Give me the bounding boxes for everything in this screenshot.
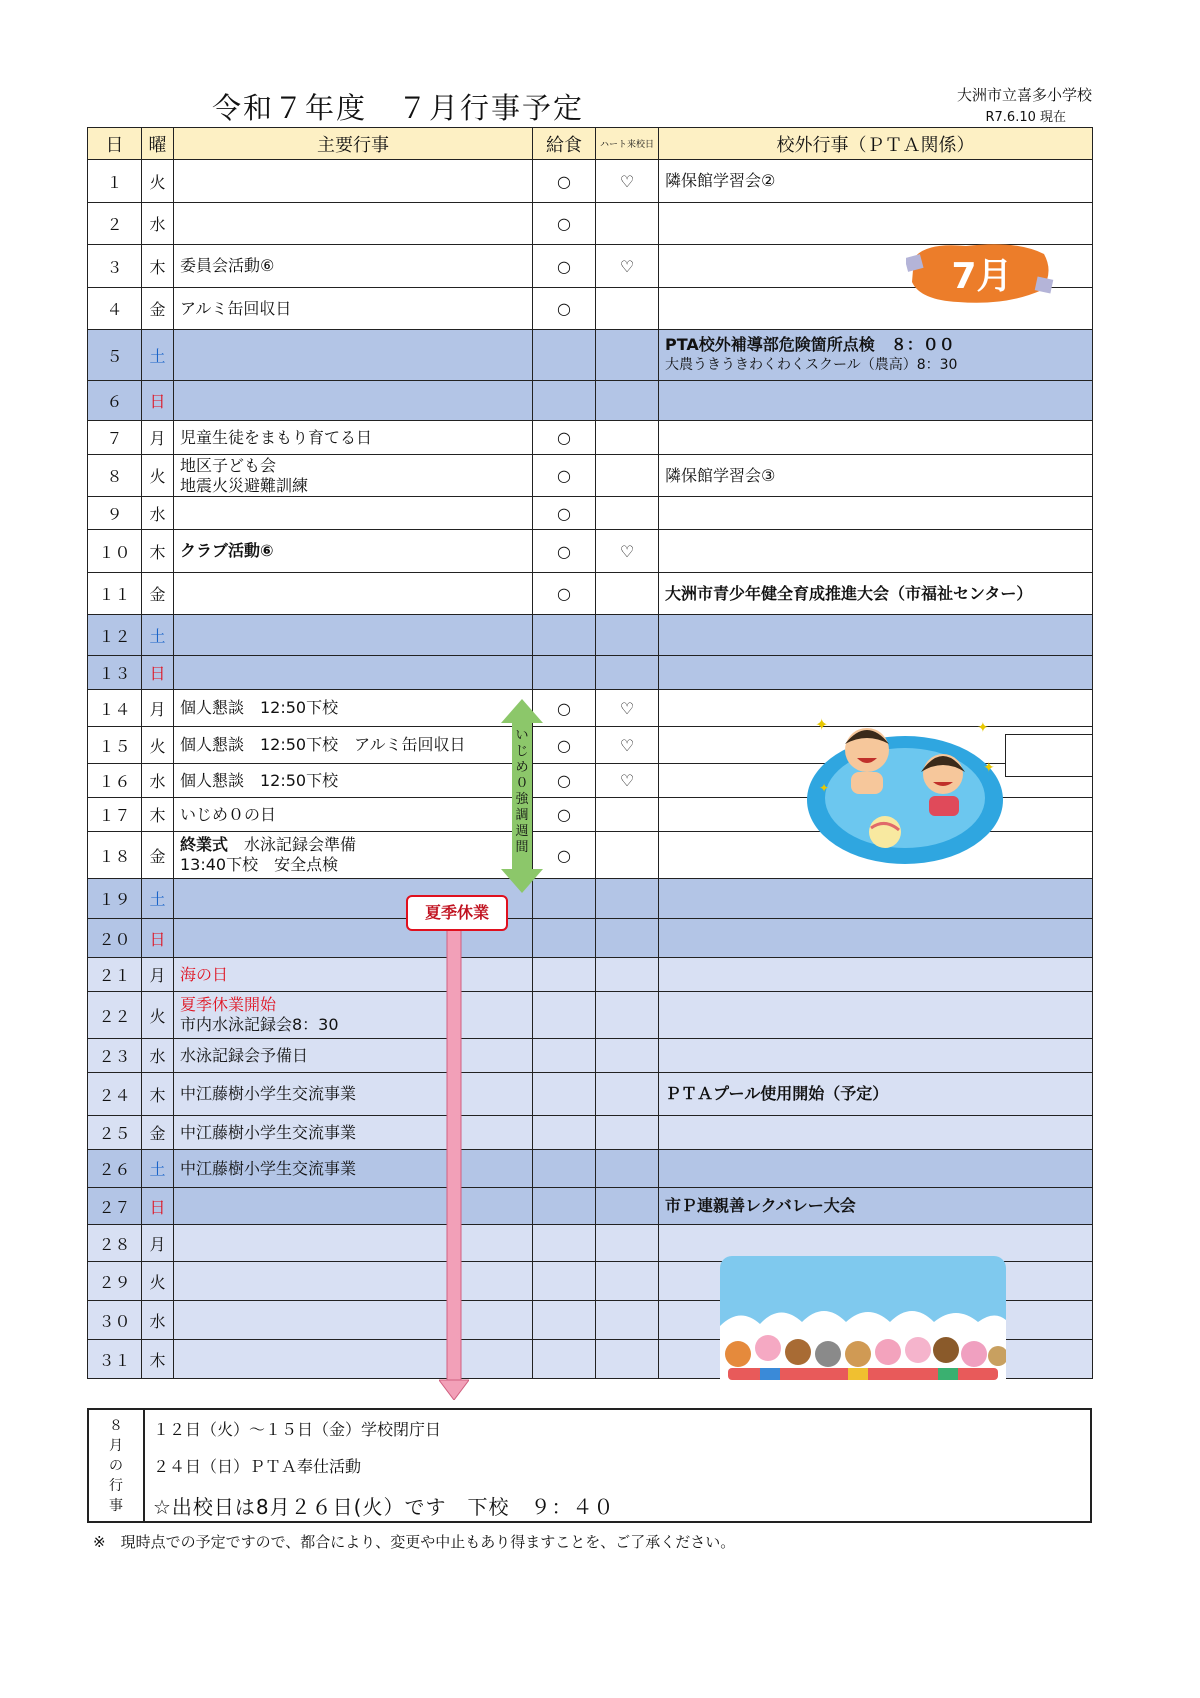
weekday-cell: 土 bbox=[142, 615, 174, 656]
page-title: 令和７年度 ７月行事予定 bbox=[212, 91, 585, 125]
main-event-cell bbox=[174, 1340, 533, 1379]
closing-ceremony-text: 終業式 bbox=[180, 835, 229, 854]
heart-visit-cell bbox=[596, 203, 659, 245]
heart-visit-cell bbox=[596, 1116, 659, 1150]
main-event-text: 個人懇談 12:50下校 bbox=[180, 770, 339, 790]
weekday-cell: 金 bbox=[142, 573, 174, 615]
main-event-cell bbox=[174, 497, 533, 530]
day-cell: １１ bbox=[88, 573, 142, 615]
main-event-cell bbox=[174, 656, 533, 690]
heart-visit-cell: ♡ bbox=[596, 690, 659, 727]
heart-visit-cell: ♡ bbox=[596, 727, 659, 764]
external-event-cell bbox=[659, 160, 1093, 203]
lunch-cell bbox=[533, 330, 596, 381]
col-weekday: 曜 bbox=[142, 128, 174, 160]
lunch-cell: ○ bbox=[533, 421, 596, 455]
weekday-cell: 月 bbox=[142, 958, 174, 992]
main-event-cell bbox=[174, 832, 533, 879]
table-row bbox=[88, 497, 1093, 530]
august-events-box bbox=[87, 1408, 1092, 1523]
day-cell: ４ bbox=[88, 288, 142, 330]
day-cell: １６ bbox=[88, 764, 142, 798]
main-event-cell bbox=[174, 992, 533, 1039]
day-cell: １３ bbox=[88, 656, 142, 690]
heart-visit-cell bbox=[596, 497, 659, 530]
heart-visit-cell bbox=[596, 992, 659, 1039]
weekday-cell: 木 bbox=[142, 530, 174, 573]
blank-box bbox=[1005, 734, 1093, 777]
heart-visit-cell bbox=[596, 381, 659, 421]
lunch-cell bbox=[533, 1073, 596, 1116]
heart-visit-cell bbox=[596, 455, 659, 497]
weekday-cell: 火 bbox=[142, 992, 174, 1039]
day-cell: ２７ bbox=[88, 1188, 142, 1225]
lunch-cell bbox=[533, 1301, 596, 1340]
main-event-cell bbox=[174, 203, 533, 245]
day-cell: １０ bbox=[88, 530, 142, 573]
weekday-cell: 金 bbox=[142, 832, 174, 879]
external-event-cell bbox=[659, 1039, 1093, 1073]
external-event-cell bbox=[659, 455, 1093, 497]
main-event-cell bbox=[174, 1039, 533, 1073]
main-event-cell bbox=[174, 330, 533, 381]
august-label: ８ 月 の 行 事 bbox=[88, 1409, 144, 1522]
main-event-cell bbox=[174, 530, 533, 573]
day-cell: ８ bbox=[88, 455, 142, 497]
lunch-cell bbox=[533, 1262, 596, 1301]
svg-text:✦: ✦ bbox=[977, 720, 989, 736]
table-row bbox=[88, 1150, 1093, 1188]
main-event-text: 海の日 bbox=[180, 964, 229, 984]
main-event-text: 水泳記録会予備日 bbox=[180, 1045, 309, 1065]
main-event-cell bbox=[174, 245, 533, 288]
weekday-cell: 土 bbox=[142, 1150, 174, 1188]
main-event-text: 中江藤樹小学生交流事業 bbox=[180, 1084, 357, 1103]
weekday-cell: 月 bbox=[142, 421, 174, 455]
weekday-cell: 土 bbox=[142, 330, 174, 381]
heart-visit-cell bbox=[596, 1188, 659, 1225]
weekday-cell: 火 bbox=[142, 727, 174, 764]
main-event-text: 地震火災避難訓練 bbox=[180, 475, 309, 495]
lunch-cell: ○ bbox=[533, 497, 596, 530]
weekday-cell: 月 bbox=[142, 1225, 174, 1262]
weekday-cell: 日 bbox=[142, 919, 174, 958]
day-cell: ２ bbox=[88, 203, 142, 245]
school-name: 大洲市立喜多小学校 bbox=[956, 86, 1092, 104]
lunch-cell: ○ bbox=[533, 288, 596, 330]
table-row bbox=[88, 958, 1093, 992]
external-event-cell bbox=[659, 919, 1093, 958]
heart-visit-cell bbox=[596, 832, 659, 879]
lunch-cell: ○ bbox=[533, 455, 596, 497]
table-row bbox=[88, 1073, 1093, 1116]
external-event-cell bbox=[659, 497, 1093, 530]
col-external: 校外行事（ＰＴＡ関係） bbox=[659, 128, 1093, 160]
day-cell: ２１ bbox=[88, 958, 142, 992]
day-cell: １８ bbox=[88, 832, 142, 879]
main-event-text: 委員会活動⑥ bbox=[180, 256, 275, 275]
main-event-cell bbox=[174, 764, 533, 798]
main-event-text: 夏季休業開始 bbox=[180, 995, 277, 1014]
bullying-week-label: いじめ０強調週間 bbox=[515, 728, 529, 855]
lunch-cell: ○ bbox=[533, 530, 596, 573]
lunch-cell bbox=[533, 1039, 596, 1073]
lunch-cell bbox=[533, 1116, 596, 1150]
table-row bbox=[88, 1116, 1093, 1150]
lunch-cell: ○ bbox=[533, 245, 596, 288]
main-event-cell bbox=[174, 288, 533, 330]
lunch-cell: ○ bbox=[533, 690, 596, 727]
table-row bbox=[88, 1039, 1093, 1073]
heart-visit-cell bbox=[596, 1262, 659, 1301]
main-event-text: 13:40下校 安全点検 bbox=[180, 855, 339, 874]
external-event-cell bbox=[659, 879, 1093, 919]
lunch-cell bbox=[533, 992, 596, 1039]
weekday-cell: 水 bbox=[142, 1039, 174, 1073]
weekday-cell: 金 bbox=[142, 288, 174, 330]
day-cell: ２２ bbox=[88, 992, 142, 1039]
weekday-cell: 火 bbox=[142, 160, 174, 203]
col-lunch: 給食 bbox=[533, 128, 596, 160]
main-event-cell bbox=[174, 1116, 533, 1150]
day-cell: ２４ bbox=[88, 1073, 142, 1116]
heart-visit-cell bbox=[596, 1150, 659, 1188]
external-event-text: 市Ｐ連親善レクバレー大会 bbox=[665, 1196, 856, 1215]
weekday-cell: 日 bbox=[142, 656, 174, 690]
heart-visit-cell bbox=[596, 1340, 659, 1379]
svg-text:✦: ✦ bbox=[815, 715, 829, 734]
col-heart: ハート来校日 bbox=[596, 128, 659, 160]
main-event-text: 市内水泳記録会8：30 bbox=[180, 1015, 339, 1034]
day-cell: ９ bbox=[88, 497, 142, 530]
heart-visit-cell bbox=[596, 421, 659, 455]
main-event-cell bbox=[174, 1301, 533, 1340]
day-cell: １７ bbox=[88, 798, 142, 832]
day-cell: １２ bbox=[88, 615, 142, 656]
main-event-cell bbox=[174, 421, 533, 455]
main-event-cell bbox=[174, 1073, 533, 1116]
day-cell: １４ bbox=[88, 690, 142, 727]
table-row bbox=[88, 455, 1093, 497]
main-event-cell bbox=[174, 1150, 533, 1188]
lunch-cell bbox=[533, 615, 596, 656]
heart-visit-cell bbox=[596, 656, 659, 690]
main-event-text: 中江藤樹小学生交流事業 bbox=[180, 1122, 357, 1142]
lunch-cell bbox=[533, 381, 596, 421]
day-cell: ２８ bbox=[88, 1225, 142, 1262]
table-row bbox=[88, 381, 1093, 421]
weekday-cell: 日 bbox=[142, 381, 174, 421]
main-event-text: 児童生徒をまもり育てる日 bbox=[180, 427, 373, 447]
lunch-cell: ○ bbox=[533, 727, 596, 764]
lunch-cell: ○ bbox=[533, 573, 596, 615]
external-event-cell bbox=[659, 530, 1093, 573]
heart-visit-cell bbox=[596, 1073, 659, 1116]
main-event-text: アルミ缶回収日 bbox=[180, 298, 292, 318]
external-event-cell bbox=[659, 992, 1093, 1039]
lunch-cell: ○ bbox=[533, 160, 596, 203]
lunch-cell bbox=[533, 1188, 596, 1225]
heart-visit-cell bbox=[596, 798, 659, 832]
main-event-text: クラブ活動⑥ bbox=[180, 541, 274, 560]
animal-friends-illustration bbox=[720, 1256, 1006, 1393]
main-event-cell bbox=[174, 1188, 533, 1225]
day-cell: ６ bbox=[88, 381, 142, 421]
external-event-cell bbox=[659, 573, 1093, 615]
external-event-text: 大農うきうきわくわくスクール（農高）8：30 bbox=[665, 357, 958, 373]
weekday-cell: 木 bbox=[142, 245, 174, 288]
footnote: ※ 現時点での予定ですので、都合により、変更や中止もあり得ますことを、ご了承ください。 bbox=[93, 1533, 736, 1551]
heart-visit-cell bbox=[596, 288, 659, 330]
external-event-cell bbox=[659, 615, 1093, 656]
august-event-school-day: ☆出校日は8月２６日(火）です 下校 ９：４０ bbox=[153, 1495, 615, 1519]
summer-break-label: 夏季休業 bbox=[406, 895, 508, 931]
july-badge-text: 7月 bbox=[951, 256, 1013, 297]
heart-visit-cell bbox=[596, 1039, 659, 1073]
table-row bbox=[88, 919, 1093, 958]
weekday-cell: 水 bbox=[142, 764, 174, 798]
august-event-lines bbox=[144, 1409, 1091, 1522]
day-cell: １５ bbox=[88, 727, 142, 764]
weekday-cell: 火 bbox=[142, 1262, 174, 1301]
main-event-cell bbox=[174, 958, 533, 992]
main-event-cell bbox=[174, 1225, 533, 1262]
external-event-text: 隣保館学習会② bbox=[665, 171, 776, 190]
weekday-cell: 月 bbox=[142, 690, 174, 727]
heart-visit-cell bbox=[596, 615, 659, 656]
external-event-text: 大洲市青少年健全育成推進大会（市福祉センター） bbox=[665, 583, 1033, 603]
lunch-cell: ○ bbox=[533, 203, 596, 245]
table-row bbox=[88, 160, 1093, 203]
day-cell: １ bbox=[88, 160, 142, 203]
svg-text:✦: ✦ bbox=[819, 781, 830, 795]
weekday-cell: 木 bbox=[142, 798, 174, 832]
main-event-cell bbox=[174, 798, 533, 832]
day-cell: ７ bbox=[88, 421, 142, 455]
heart-visit-cell: ♡ bbox=[596, 530, 659, 573]
table-row bbox=[88, 1188, 1093, 1225]
lunch-cell bbox=[533, 1150, 596, 1188]
external-event-text: 隣保館学習会③ bbox=[665, 465, 776, 485]
external-event-text: PTA校外補導部危険箇所点検 ８：００ bbox=[665, 335, 955, 354]
main-event-cell bbox=[174, 690, 533, 727]
main-event-cell bbox=[174, 381, 533, 421]
main-event-text: 中江藤樹小学生交流事業 bbox=[180, 1158, 357, 1178]
day-cell: ２９ bbox=[88, 1262, 142, 1301]
external-event-cell bbox=[659, 656, 1093, 690]
main-event-text: 個人懇談 12:50下校 bbox=[180, 698, 339, 717]
table-row bbox=[88, 421, 1093, 455]
table-row bbox=[88, 530, 1093, 573]
external-event-cell bbox=[659, 1150, 1093, 1188]
heart-visit-cell bbox=[596, 1301, 659, 1340]
svg-text:✦: ✦ bbox=[983, 760, 995, 776]
table-row bbox=[88, 656, 1093, 690]
august-event-pta: ２４日（日）ＰＴＡ奉仕活動 bbox=[153, 1457, 362, 1476]
weekday-cell: 日 bbox=[142, 1188, 174, 1225]
as-of-date: R7.6.10 現在 bbox=[985, 110, 1066, 125]
weekday-cell: 土 bbox=[142, 879, 174, 919]
lunch-cell: ○ bbox=[533, 798, 596, 832]
heart-visit-cell bbox=[596, 879, 659, 919]
table-row bbox=[88, 615, 1093, 656]
table-row bbox=[88, 330, 1093, 381]
main-event-cell bbox=[174, 727, 533, 764]
weekday-cell: 火 bbox=[142, 455, 174, 497]
weekday-cell: 水 bbox=[142, 1301, 174, 1340]
table-row bbox=[88, 573, 1093, 615]
external-event-cell bbox=[659, 1188, 1093, 1225]
summer-break-arrow bbox=[439, 930, 469, 1400]
day-cell: ２６ bbox=[88, 1150, 142, 1188]
weekday-cell: 水 bbox=[142, 203, 174, 245]
lunch-cell bbox=[533, 958, 596, 992]
external-event-cell bbox=[659, 381, 1093, 421]
col-day: 日 bbox=[88, 128, 142, 160]
day-cell: ２０ bbox=[88, 919, 142, 958]
weekday-cell: 木 bbox=[142, 1340, 174, 1379]
august-event-closure: １２日（火）～１５日（金）学校閉庁日 bbox=[153, 1420, 442, 1439]
main-event-text: 終業式 水泳記録会準備 bbox=[180, 835, 357, 854]
external-event-cell bbox=[659, 421, 1093, 455]
heart-visit-cell: ♡ bbox=[596, 160, 659, 203]
day-cell: ３ bbox=[88, 245, 142, 288]
main-event-cell bbox=[174, 573, 533, 615]
table-row bbox=[88, 992, 1093, 1039]
table-header-row bbox=[88, 128, 1093, 160]
external-event-cell bbox=[659, 1116, 1093, 1150]
lunch-cell: ○ bbox=[533, 764, 596, 798]
day-cell: ５ bbox=[88, 330, 142, 381]
heart-visit-cell: ♡ bbox=[596, 764, 659, 798]
main-event-text: 地区子ども会 bbox=[180, 455, 277, 475]
heart-visit-cell bbox=[596, 1225, 659, 1262]
weekday-cell: 水 bbox=[142, 497, 174, 530]
main-event-cell bbox=[174, 455, 533, 497]
lunch-cell bbox=[533, 656, 596, 690]
heart-visit-cell bbox=[596, 330, 659, 381]
day-cell: ２５ bbox=[88, 1116, 142, 1150]
heart-visit-cell: ♡ bbox=[596, 245, 659, 288]
table-row bbox=[88, 879, 1093, 919]
heart-visit-cell bbox=[596, 958, 659, 992]
day-cell: ３１ bbox=[88, 1340, 142, 1379]
day-cell: ３０ bbox=[88, 1301, 142, 1340]
main-event-text: 個人懇談 12:50下校 アルミ缶回収日 bbox=[180, 735, 466, 754]
main-event-cell bbox=[174, 1262, 533, 1301]
july-badge-illustration bbox=[906, 238, 1054, 308]
main-event-cell bbox=[174, 160, 533, 203]
heart-visit-cell bbox=[596, 573, 659, 615]
heart-visit-cell bbox=[596, 919, 659, 958]
main-event-cell bbox=[174, 615, 533, 656]
external-event-cell bbox=[659, 958, 1093, 992]
external-event-text: ＰＴＡプール使用開始（予定） bbox=[665, 1084, 889, 1103]
weekday-cell: 金 bbox=[142, 1116, 174, 1150]
swimming-children-illustration bbox=[805, 710, 1005, 870]
external-event-cell bbox=[659, 1073, 1093, 1116]
lunch-cell bbox=[533, 1340, 596, 1379]
lunch-cell: ○ bbox=[533, 832, 596, 879]
main-event-text: いじめ０の日 bbox=[180, 804, 277, 824]
weekday-cell: 木 bbox=[142, 1073, 174, 1116]
day-cell: ２３ bbox=[88, 1039, 142, 1073]
lunch-cell bbox=[533, 919, 596, 958]
col-main: 主要行事 bbox=[174, 128, 533, 160]
external-event-cell bbox=[659, 330, 1093, 381]
lunch-cell bbox=[533, 1225, 596, 1262]
day-cell: １９ bbox=[88, 879, 142, 919]
